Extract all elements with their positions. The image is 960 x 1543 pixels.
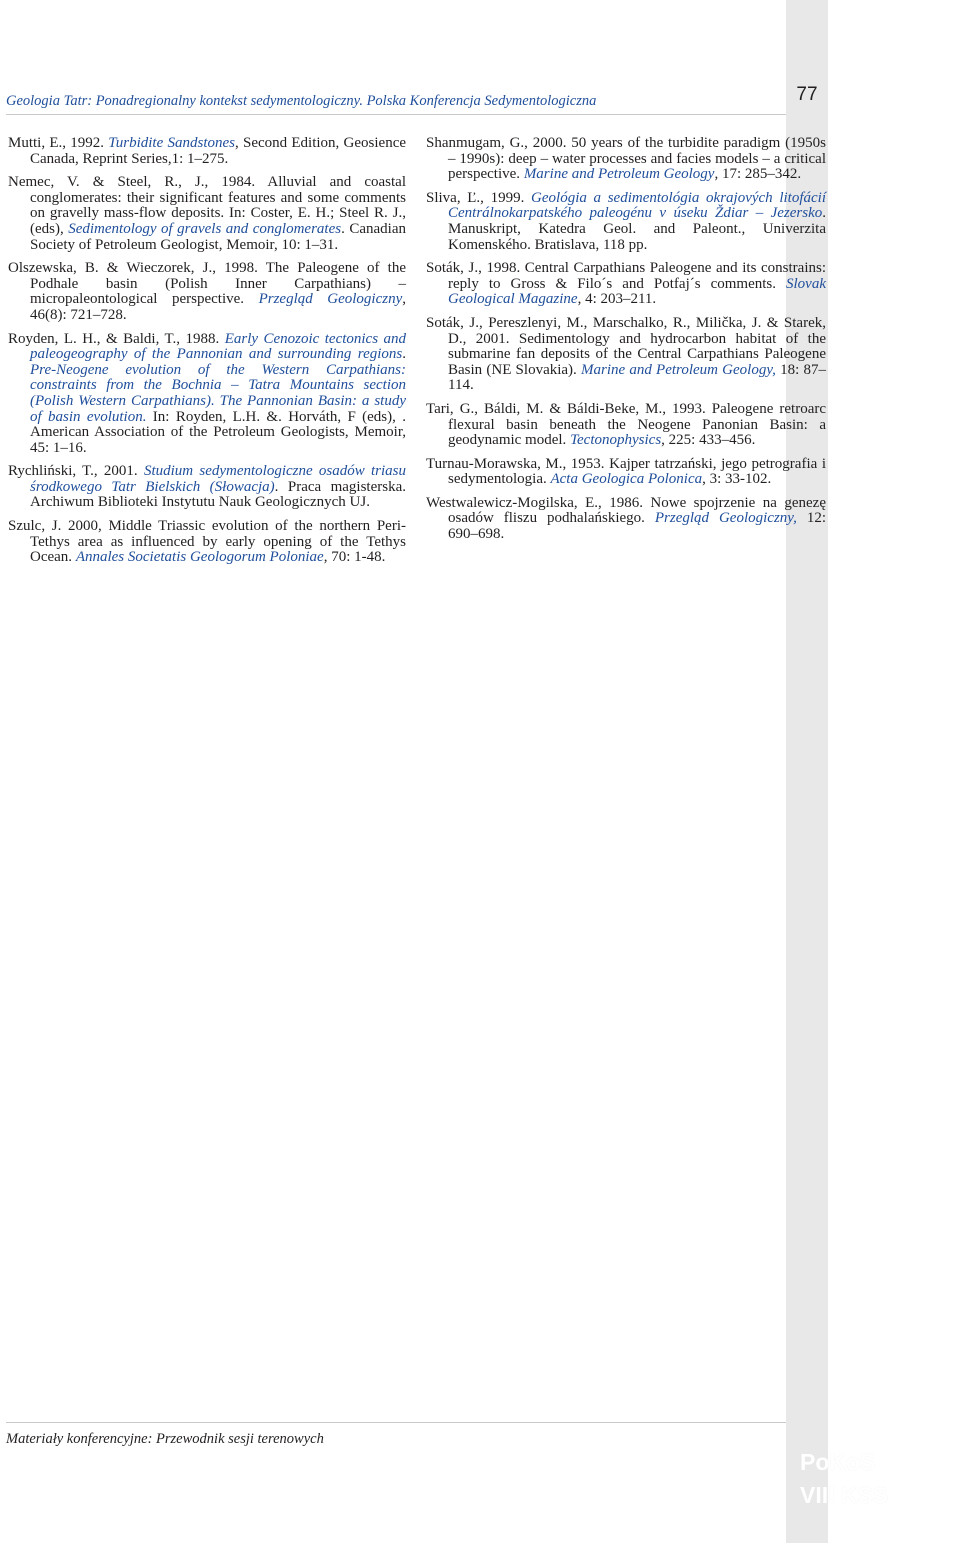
reference-title-italic: Acta Geologica Polonica bbox=[550, 471, 703, 488]
reference-text: Olszewska, B. & Wieczorek, J., 1998. The Paleogene of the Podhale basin (Polish Inner Carpathians) – micropaleontological perspective. bbox=[8, 260, 406, 308]
reference-title-italic: Przegląd Geologiczny, bbox=[654, 510, 797, 527]
reference-title-italic: Turbidite Sandstones bbox=[108, 135, 235, 151]
reference-title-italic: Annales Societatis Geologorum Poloniae bbox=[75, 549, 324, 566]
reference-entry bbox=[8, 175, 406, 253]
reference-text: Turnau-Morawska, M., 1953. Kajper tatrzański, jego petrografia i sedymentologia. bbox=[426, 455, 826, 488]
reference-text: Tari, G., Báldi, M. & Báldi-Beke, M., 1993. Paleogene retroarc flexural basin beneath the Neogene Panonian Basin: a geodynamic model. bbox=[426, 400, 826, 449]
reference-text: 18: 87–114. bbox=[448, 361, 826, 394]
reference-title-italic: Geológia a sedimentológia okrajových litofácií Centrálnokarpatského paleogénu v úseku Ždiar – Jezersko bbox=[448, 189, 827, 222]
reference-text: . Canadian Society of Petroleum Geologist, Memoir, 10: 1–31. bbox=[30, 220, 406, 253]
reference-title-italic: Studium sedymentologiczne osadów triasu środkowego Tatr Bielskich (Słowacja) bbox=[30, 463, 406, 495]
reference-text: In: Royden, L.H. &. Horváth, F (eds), . American Association of the Petroleum Geologists, Memoir, 45: 1–16. bbox=[30, 408, 406, 456]
reference-title-italic: Tectonophysics bbox=[570, 432, 662, 449]
reference-text: Westwalewicz-Mogilska, E., 1986. Nowe spojrzenie na genezę osadów fliszu podhalańskiego. bbox=[426, 494, 826, 527]
reference-text: , 3: 33-102. bbox=[702, 471, 772, 488]
reference-entry bbox=[426, 496, 826, 543]
reference-text: Nemec, V. & Steel, R., J., 1984. Alluvial and coastal conglomerates: their significant features and some comments on gravelly mass-flow deposits. In: Coster, E. H.; Steel R. J., (eds), bbox=[8, 174, 406, 237]
reference-text: Royden, L. H., & Baldi, T., 1988. bbox=[8, 330, 225, 347]
reference-text: , 17: 285–342. bbox=[714, 166, 802, 183]
running-header: Geologia Tatr: Ponadregionalny kontekst sedymentologiczny. Polska Konferencja Sedymentologiczna bbox=[6, 93, 597, 109]
reference-text: , 4: 203–211. bbox=[577, 291, 657, 308]
reference-title-italic: Przegląd Geologiczny bbox=[258, 291, 403, 308]
reference-entry bbox=[8, 261, 406, 323]
reference-text: . Manuskript, Katedra Geol. and Paleont., Univerzita Komenského. Bratislava, 118 pp. bbox=[448, 205, 826, 253]
reference-text: , Second Edition, Geosience Canada, Reprint Series,1: 1–275. bbox=[30, 135, 407, 167]
reference-title-italic: Pre-Neogene evolution of the Western Carpathians: constraints from the Bochnia – Tatra Mountains section (Polish Western Carpathians). The Pannonian Basin: a study of basin evolution. bbox=[30, 361, 406, 425]
reference-text: 12: 690–698. bbox=[448, 510, 826, 543]
reference-entry bbox=[426, 136, 826, 183]
reference-text: . bbox=[402, 346, 406, 363]
reference-text: , 70: 1-48. bbox=[323, 549, 386, 566]
reference-text: Shanmugam, G., 2000. 50 years of the turbidite paradigm (1950s – 1990s): deep – water processes and facies models – a critical perspective. bbox=[426, 135, 826, 183]
reference-title-italic: Slovak Geological Magazine bbox=[448, 275, 826, 308]
reference-title-italic: Sedimentology of gravels and conglomerates bbox=[68, 220, 342, 237]
reference-text: Soták, J., 1998. Central Carpathians Paleogene and its constrains: reply to Gross & Filo´s and Potfaj´s comments. bbox=[426, 260, 826, 292]
reference-text: . Praca magisterska. Archiwum Biblioteki Instytutu Nauk Geologicznych UJ. bbox=[30, 478, 406, 511]
logo-line-1: PoKoS bbox=[800, 1449, 876, 1475]
references-right-column bbox=[426, 136, 826, 551]
reference-text: Rychliński, T., 2001. bbox=[8, 463, 144, 480]
reference-entry bbox=[426, 261, 826, 308]
reference-entry bbox=[426, 316, 826, 394]
references-left-column bbox=[8, 136, 406, 574]
reference-text: Sliva, Ľ., 1999. bbox=[426, 189, 532, 206]
reference-entry bbox=[426, 457, 826, 488]
footer-divider bbox=[6, 1422, 786, 1423]
reference-title-italic: Early Cenozoic tectonics and paleogeography of the Pannonian and surrounding regions bbox=[30, 330, 406, 363]
logo-line-2: VIII KSS bbox=[800, 1482, 889, 1508]
reference-text: Soták, J., Pereszlenyi, M., Marschalko, R., Milička, J. & Starek, D., 2001. Sedimentology and hydrocarbon habitat of the submarine fan deposits of the Central Carpathians Paleogene Basin (NE Slovakia). bbox=[426, 314, 826, 378]
reference-entry bbox=[8, 519, 406, 566]
header-divider bbox=[6, 114, 786, 115]
reference-entry bbox=[426, 191, 826, 253]
reference-entry bbox=[8, 332, 406, 457]
reference-title-italic: Marine and Petroleum Geology bbox=[523, 166, 715, 183]
reference-text: , 46(8): 721–728. bbox=[30, 291, 406, 323]
conference-logo bbox=[800, 1446, 888, 1512]
reference-text: Szulc, J. 2000, Middle Triassic evolution of the northern Peri-Tethys area as influenced by early opening of the Tethys Ocean. bbox=[8, 518, 406, 566]
reference-entry bbox=[8, 464, 406, 511]
reference-entry bbox=[426, 402, 826, 449]
reference-entry bbox=[8, 136, 406, 167]
footer-text: Materiały konferencyjne: Przewodnik sesji terenowych bbox=[6, 1431, 324, 1447]
reference-text: Mutti, E., 1992. bbox=[8, 135, 109, 151]
page-number: 77 bbox=[796, 84, 818, 105]
reference-text: , 225: 433–456. bbox=[661, 432, 756, 449]
reference-title-italic: Marine and Petroleum Geology, bbox=[581, 361, 776, 378]
